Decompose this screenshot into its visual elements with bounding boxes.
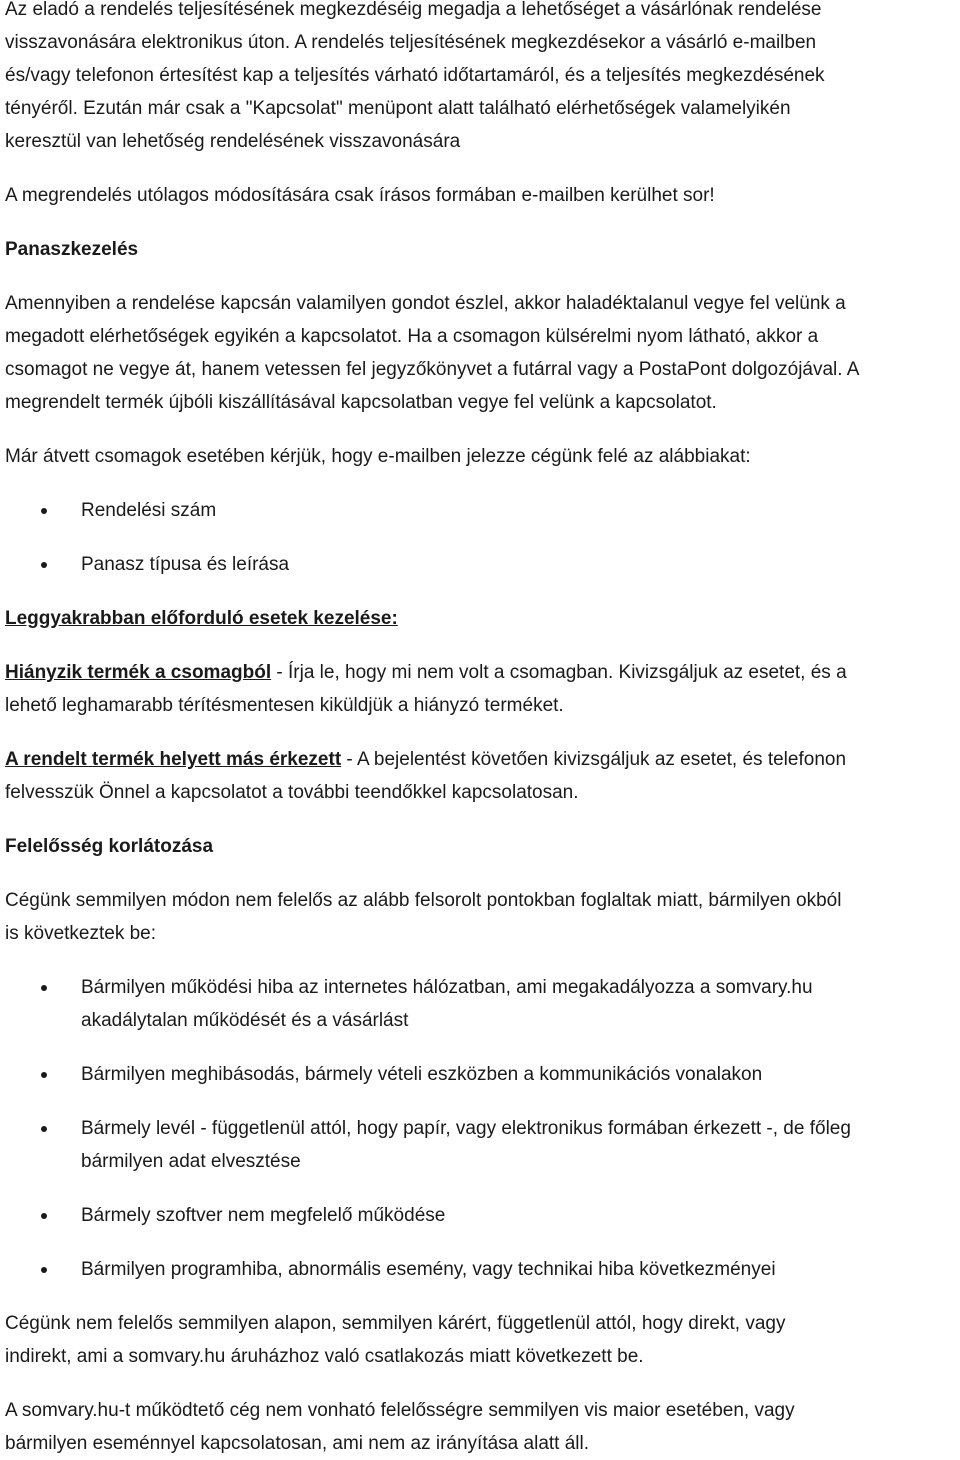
section-heading: Panaszkezelés (5, 239, 139, 260)
liability-intro (5, 884, 955, 950)
bullet-icon (41, 562, 47, 568)
list-item-text: Bármilyen programhiba, abnormális esemény, vagy technikai hiba következményei (81, 1259, 776, 1280)
cases-heading (5, 602, 955, 635)
list-item (5, 548, 955, 581)
text-line: Cégünk semmilyen módon nem felelős az alább felsorolt pontokban foglaltak miatt, bármilyen okból (5, 890, 842, 911)
section-heading: Felelősség korlátozása (5, 836, 214, 857)
complaint-details-list (5, 494, 955, 581)
text-line (5, 743, 955, 776)
text-line: Már átvett csomagok esetében kérjük, hogy e-mailben jelezze cégünk felé az alábbiakat: (5, 446, 751, 467)
list-item-text: Bármilyen működési hiba az internetes hálózatban, ami megakadályozza a somvary.hu (81, 977, 813, 998)
text-line: felvesszük Önnel a kapcsolatot a további teendőkkel kapcsolatosan. (5, 782, 579, 803)
text-line: Az eladó a rendelés teljesítésének megkezdéséig megadja a lehetőséget a vásárlónak rendelése (5, 0, 822, 20)
list-item (5, 1112, 955, 1178)
text-line: tényéről. Ezután már csak a "Kapcsolat" menüpont alatt található elérhetőségek valamelyikén (5, 98, 791, 119)
complaints-intro (5, 440, 955, 473)
text-line: visszavonására elektronikus úton. A rendelés teljesítésének megkezdésekor a vásárló e-mailben (5, 32, 817, 53)
text-line: A megrendelés utólagos módosítására csak írásos formában e-mailben kerülhet sor! (5, 185, 715, 206)
text-line: és/vagy telefonon értesítést kap a teljesítés várható időtartamáról, és a teljesítés megkezdésének (5, 65, 825, 86)
list-item-text: Bármilyen meghibásodás, bármely vételi eszközben a kommunikációs vonalakon (81, 1064, 763, 1085)
complaints-paragraph (5, 287, 955, 419)
liability-list (5, 971, 955, 1286)
text-line: A somvary.hu-t működtető cég nem vonható felelősségre semmilyen vis maior esetében, vagy (5, 1400, 795, 1421)
case-title: A rendelt termék helyett más érkezett (5, 749, 342, 770)
liability-paragraph-vis-maior (5, 1394, 955, 1460)
text-line: keresztül van lehetőség rendelésének visszavonására (5, 131, 461, 152)
list-item-text: Rendelési szám (81, 500, 217, 521)
list-item (5, 1199, 955, 1232)
text-line (5, 656, 955, 689)
bullet-icon (41, 1213, 47, 1219)
list-item (5, 494, 955, 527)
bullet-icon (41, 985, 47, 991)
list-item (5, 971, 955, 1037)
bullet-icon (41, 508, 47, 514)
list-item-text: Bármely szoftver nem megfelelő működése (81, 1205, 446, 1226)
text-line: bármilyen eseménnyel kapcsolatosan, ami nem az irányítása alatt áll. (5, 1433, 590, 1454)
complaints-heading (5, 233, 955, 266)
text-line: Cégünk nem felelős semmilyen alapon, semmilyen kárért, függetlenül attól, hogy direkt, vagy (5, 1313, 786, 1334)
list-item-text: Bármely levél - függetlenül attól, hogy papír, vagy elektronikus formában érkezett -, de főleg (81, 1118, 851, 1139)
text-line: lehető leghamarabb térítésmentesen kiküldjük a hiányzó terméket. (5, 695, 564, 716)
text-line: is következtek be: (5, 923, 157, 944)
liability-paragraph-damages (5, 1307, 955, 1373)
list-item (5, 1253, 955, 1286)
liability-heading (5, 830, 955, 863)
bullet-icon (41, 1072, 47, 1078)
section-heading: Leggyakrabban előforduló esetek kezelése: (5, 608, 398, 629)
modification-paragraph (5, 179, 955, 212)
case-description: - A bejelentést követően kivizsgáljuk az esetet, és telefonon (341, 749, 847, 770)
list-item-text: Panasz típusa és leírása (81, 554, 290, 575)
document-page (5, 0, 955, 1460)
text-line: indirekt, ami a somvary.hu áruházhoz való csatlakozás miatt következett be. (5, 1346, 644, 1367)
list-item-text: akadálytalan működését és a vásárlást (81, 1010, 409, 1031)
text-line: Amennyiben a rendelése kapcsán valamilyen gondot észlel, akkor haladéktalanul vegye fel velünk a (5, 293, 846, 314)
case-wrong-paragraph (5, 743, 955, 809)
list-item-text: bármilyen adat elvesztése (81, 1151, 301, 1172)
text-line: megrendelt termék újbóli kiszállításával kapcsolatban vegye fel velünk a kapcsolatot. (5, 392, 717, 413)
case-missing-paragraph (5, 656, 955, 722)
bullet-icon (41, 1267, 47, 1273)
text-line: megadott elérhetőségek egyikén a kapcsolatot. Ha a csomagon külsérelmi nyom látható, akkor a (5, 326, 819, 347)
text-line: csomagot ne vegye át, hanem vetessen fel jegyzőkönyvet a futárral vagy a PostaPont dolgozójával. A (5, 359, 860, 380)
list-item (5, 1058, 955, 1091)
case-title: Hiányzik termék a csomagból (5, 662, 272, 683)
case-description: - Írja le, hogy mi nem volt a csomagban. Kivizsgáljuk az esetet, és a (271, 662, 847, 683)
bullet-icon (41, 1126, 47, 1132)
cancellation-paragraph (5, 0, 955, 158)
